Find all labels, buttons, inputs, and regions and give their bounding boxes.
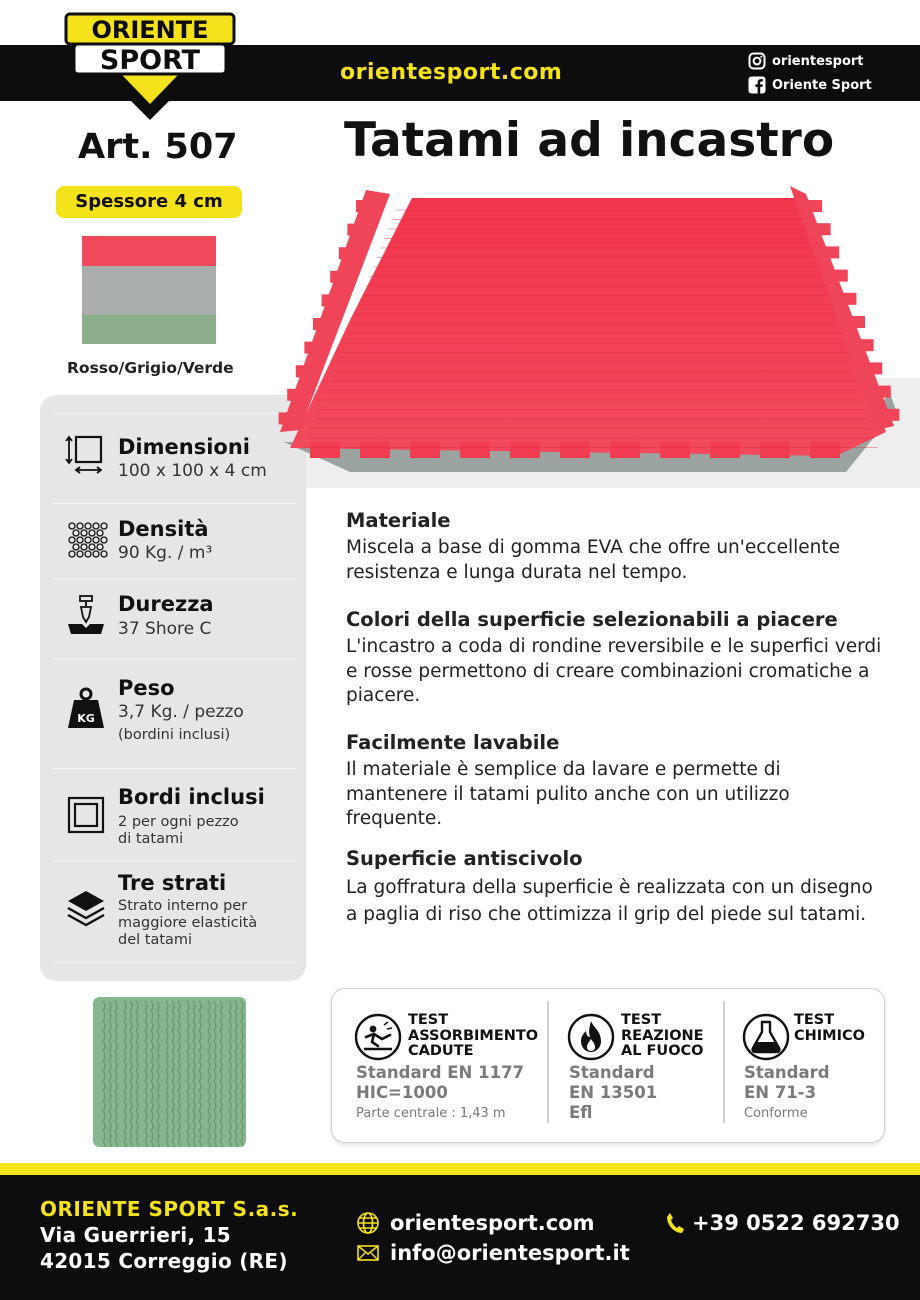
fall-absorption-icon bbox=[354, 1013, 402, 1061]
feature-text: La goffratura della superficie è realizzata con un disegno a paglia di riso che ottimizza il grip del piede sul tatami. bbox=[346, 877, 873, 925]
spec-row-borders bbox=[52, 768, 296, 860]
test-divider bbox=[723, 1001, 725, 1123]
spec-title: Bordi inclusi bbox=[118, 785, 265, 809]
test-fire-reaction bbox=[567, 989, 727, 1144]
spec-note: 2 per ogni pezzo di tatami bbox=[118, 814, 239, 847]
test-title: TEST REAZIONE AL FUOCO bbox=[621, 1012, 704, 1059]
feature-antislip bbox=[346, 847, 886, 928]
spec-title: Peso bbox=[118, 676, 175, 700]
feature-text: L'incastro a coda di rondine reversibile e le superfici verdi e rosse permettono di creare combinazioni cromatiche a piacere. bbox=[346, 636, 882, 706]
spec-value: 90 Kg. / m³ bbox=[118, 543, 213, 563]
footer-phone-label: +39 0522 692730 bbox=[692, 1211, 900, 1235]
company-name: ORIENTE SPORT S.a.s. bbox=[40, 1197, 299, 1221]
footer-stripe bbox=[0, 1163, 920, 1175]
spec-value: 100 x 100 x 4 cm bbox=[118, 461, 267, 481]
footer-website-link[interactable] bbox=[356, 1211, 595, 1235]
weight-icon bbox=[64, 686, 108, 730]
feature-text: Il materiale è semplice da lavare e permette di mantenere il tatami pulito anche con un utilizzo frequente. bbox=[346, 759, 790, 829]
feature-colors bbox=[346, 608, 886, 709]
density-icon bbox=[64, 518, 108, 562]
test-title: TEST ASSORBIMENTO CADUTE bbox=[408, 1012, 539, 1059]
footer-email-label: info@orientesport.it bbox=[390, 1241, 630, 1265]
spec-note: (bordini inclusi) bbox=[118, 727, 231, 743]
phone-icon bbox=[664, 1211, 686, 1235]
envelope-icon bbox=[356, 1241, 380, 1265]
test-chemical bbox=[742, 989, 882, 1144]
feature-title: Superficie antiscivolo bbox=[346, 847, 583, 870]
test-fall-absorption bbox=[354, 989, 550, 1144]
spec-title: Tre strati bbox=[118, 871, 227, 895]
instagram-label: orientesport bbox=[772, 53, 864, 69]
feature-title: Materiale bbox=[346, 509, 451, 532]
spec-row-weight bbox=[52, 659, 296, 768]
address-city: 42015 Correggio (RE) bbox=[40, 1249, 288, 1273]
facebook-icon bbox=[748, 76, 766, 94]
facebook-label: Oriente Sport bbox=[772, 77, 872, 93]
product-title: Tatami ad incastro bbox=[344, 113, 835, 168]
test-divider bbox=[547, 1001, 549, 1123]
feature-title: Colori della superficie selezionabili a piacere bbox=[346, 608, 838, 631]
address-street: Via Guerrieri, 15 bbox=[40, 1223, 232, 1247]
instagram-handle[interactable] bbox=[748, 52, 864, 70]
hardness-icon bbox=[64, 594, 108, 638]
globe-icon bbox=[356, 1211, 380, 1235]
flask-icon bbox=[742, 1013, 790, 1061]
test-standard: Standard EN 13501 Efl bbox=[569, 1063, 658, 1122]
feature-material bbox=[346, 509, 886, 585]
spec-title: Densità bbox=[118, 517, 209, 541]
spec-row-dimensions bbox=[52, 413, 296, 503]
footer-phone-link[interactable] bbox=[664, 1211, 900, 1235]
color-layers-swatch bbox=[82, 236, 216, 344]
spec-row-hardness bbox=[52, 579, 296, 659]
spec-title: Dimensioni bbox=[118, 435, 250, 459]
test-standard: Standard EN 1177 HIC=1000 bbox=[356, 1063, 525, 1102]
thickness-badge: Spessore 4 cm bbox=[56, 186, 242, 218]
feature-washable bbox=[346, 731, 886, 832]
brand-logo bbox=[60, 8, 240, 128]
color-combination-label: Rosso/Grigio/Verde bbox=[67, 359, 234, 377]
surface-texture-sample bbox=[93, 997, 246, 1147]
feature-title: Facilmente lavabile bbox=[346, 731, 560, 754]
svg-text:ORIENTE: ORIENTE bbox=[91, 16, 209, 44]
spec-row-layers bbox=[52, 860, 296, 963]
spec-value: 37 Shore C bbox=[118, 619, 212, 639]
test-note: Parte centrale : 1,43 m bbox=[356, 1106, 506, 1121]
layers-icon bbox=[64, 887, 108, 931]
certifications-box bbox=[331, 988, 885, 1143]
footer-email-link[interactable] bbox=[356, 1241, 630, 1265]
feature-text: Miscela a base di gomma EVA che offre un'eccellente resistenza e lunga durata nel tempo. bbox=[346, 537, 840, 583]
spec-value: 3,7 Kg. / pezzo bbox=[118, 702, 244, 722]
fire-icon bbox=[567, 1013, 615, 1061]
article-number: Art. 507 bbox=[78, 127, 238, 167]
facebook-page[interactable] bbox=[748, 76, 872, 94]
footer-website-label: orientesport.com bbox=[390, 1211, 595, 1235]
specs-panel bbox=[40, 395, 306, 981]
header-website[interactable]: orientesport.com bbox=[340, 60, 563, 85]
dimensions-icon bbox=[64, 432, 108, 476]
test-standard: Standard EN 71-3 bbox=[744, 1063, 830, 1102]
spec-title: Durezza bbox=[118, 592, 214, 616]
svg-text:SPORT: SPORT bbox=[99, 45, 201, 76]
test-note: Conforme bbox=[744, 1106, 808, 1121]
instagram-icon bbox=[748, 52, 766, 70]
spec-row-density bbox=[52, 503, 296, 579]
svg-text:KG: KG bbox=[77, 712, 95, 725]
test-title: TEST CHIMICO bbox=[794, 1012, 865, 1044]
tatami-product-image bbox=[270, 180, 920, 480]
borders-icon bbox=[64, 793, 108, 837]
spec-note: Strato interno per maggiore elasticità del tatami bbox=[118, 898, 258, 948]
